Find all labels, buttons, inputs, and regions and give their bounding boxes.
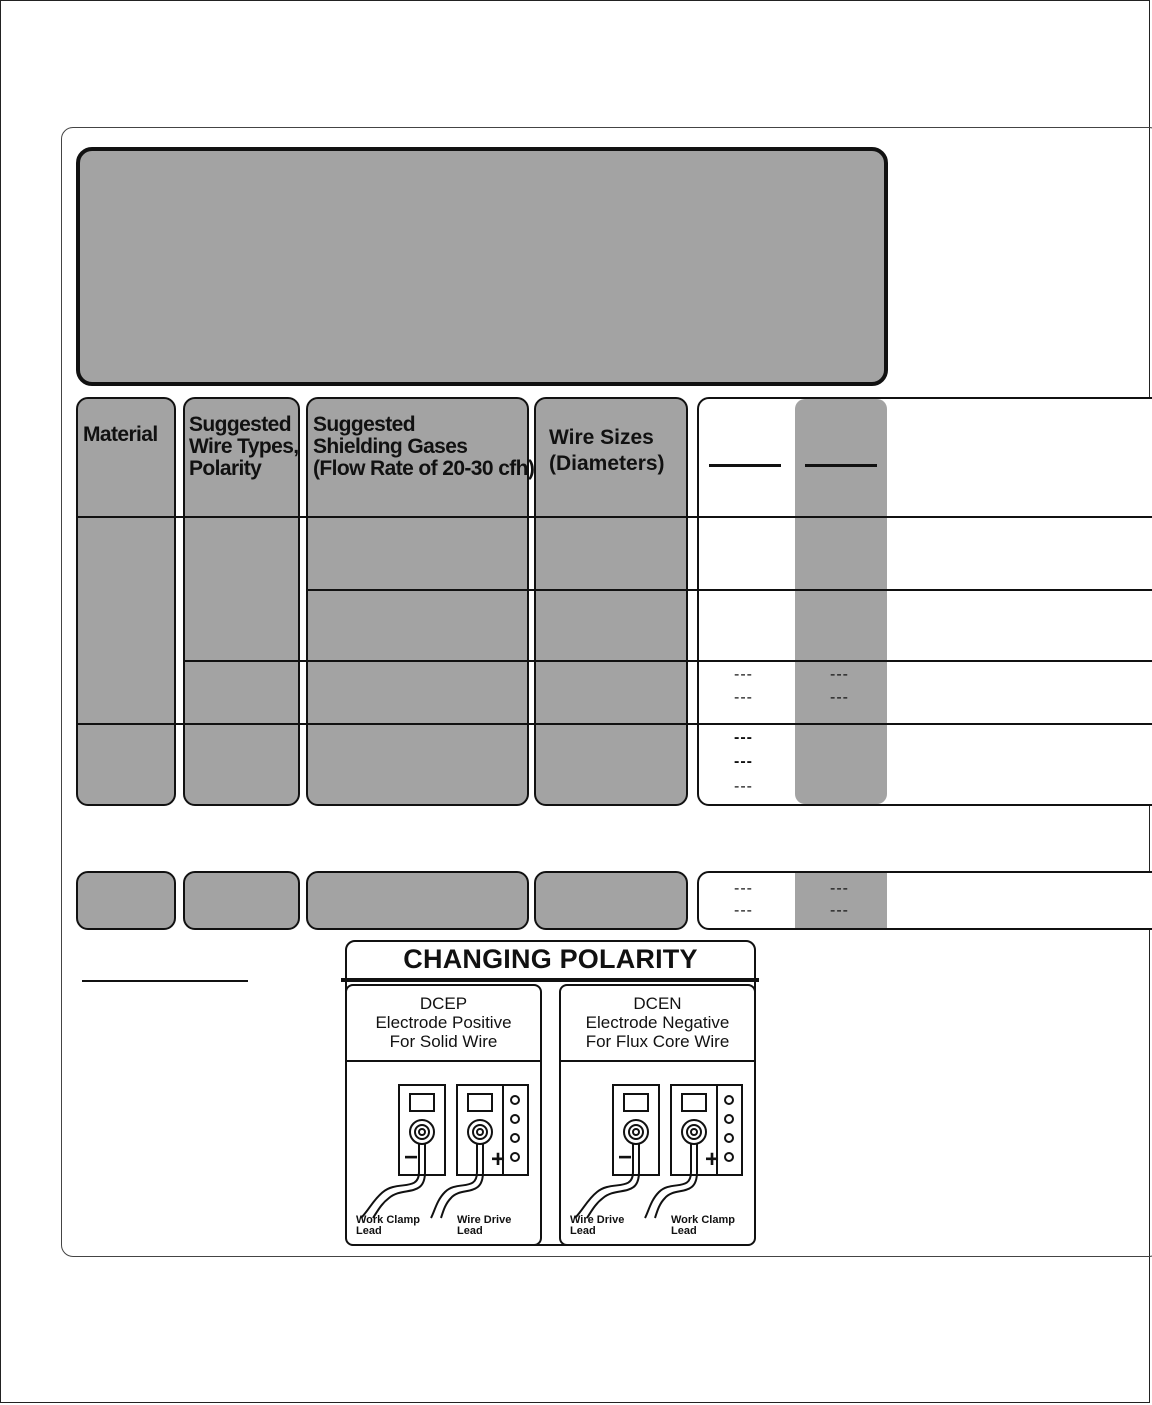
dash-cell: --- [830, 689, 849, 706]
dash-cell: --- [734, 666, 753, 683]
row-line-3 [183, 660, 1152, 662]
dcep-left-lead-label: Work Clamp Lead [356, 1214, 420, 1237]
material-cell-bottom [76, 871, 176, 930]
column1-header-rule [709, 464, 781, 467]
shielding-gases-header: Suggested Shielding Gases (Flow Rate of 20-30 cfh) [313, 413, 535, 480]
dcep-minus-sign: − [404, 1144, 419, 1171]
shielding-gases-cell-bottom [306, 871, 529, 930]
dcep-plus-sign: + [491, 1146, 506, 1173]
material-column [76, 397, 176, 806]
material-header: Material [83, 423, 158, 446]
dash-cell: --- [830, 880, 849, 897]
note-rule [82, 980, 248, 982]
row-line-4 [76, 723, 1152, 725]
row-line-2 [306, 589, 1152, 591]
data-panel [697, 397, 1152, 806]
dcen-card [559, 984, 756, 1246]
changing-polarity-rule [341, 978, 759, 982]
row-line-1 [76, 516, 1152, 518]
dash-cell: --- [734, 778, 753, 795]
dcen-right-lead-label: Work Clamp Lead [671, 1214, 735, 1237]
dash-cell: --- [734, 902, 753, 919]
dcep-description: DCEP Electrode Positive For Solid Wire [375, 994, 512, 1051]
wire-sizes-cell-bottom [534, 871, 688, 930]
changing-polarity-title: CHANGING POLARITY [403, 944, 698, 974]
dcen-left-lead-label: Wire Drive Lead [570, 1214, 625, 1237]
dcep-right-lead-label: Wire Drive Lead [457, 1214, 512, 1237]
dash-cell: --- [734, 729, 753, 746]
dcep-card [345, 984, 542, 1246]
wire-types-cell-bottom [183, 871, 300, 930]
data-panel-shaded-column [795, 399, 887, 804]
dcen-description: DCEN Electrode Negative For Flux Core Wire [585, 994, 730, 1051]
dash-cell: --- [734, 689, 753, 706]
dash-cell: --- [734, 880, 753, 897]
dcen-minus-sign: − [618, 1144, 633, 1171]
dash-cell: --- [830, 666, 849, 683]
dash-cell: --- [830, 902, 849, 919]
wire-types-header: Suggested Wire Types, Polarity [189, 413, 299, 480]
title-banner [76, 147, 888, 386]
data-panel-bottom [697, 871, 1152, 930]
dash-cell: --- [734, 753, 753, 770]
column2-header-rule [805, 464, 877, 467]
wire-sizes-header: Wire Sizes (Diameters) [549, 426, 665, 475]
dcen-plus-sign: + [705, 1146, 720, 1173]
